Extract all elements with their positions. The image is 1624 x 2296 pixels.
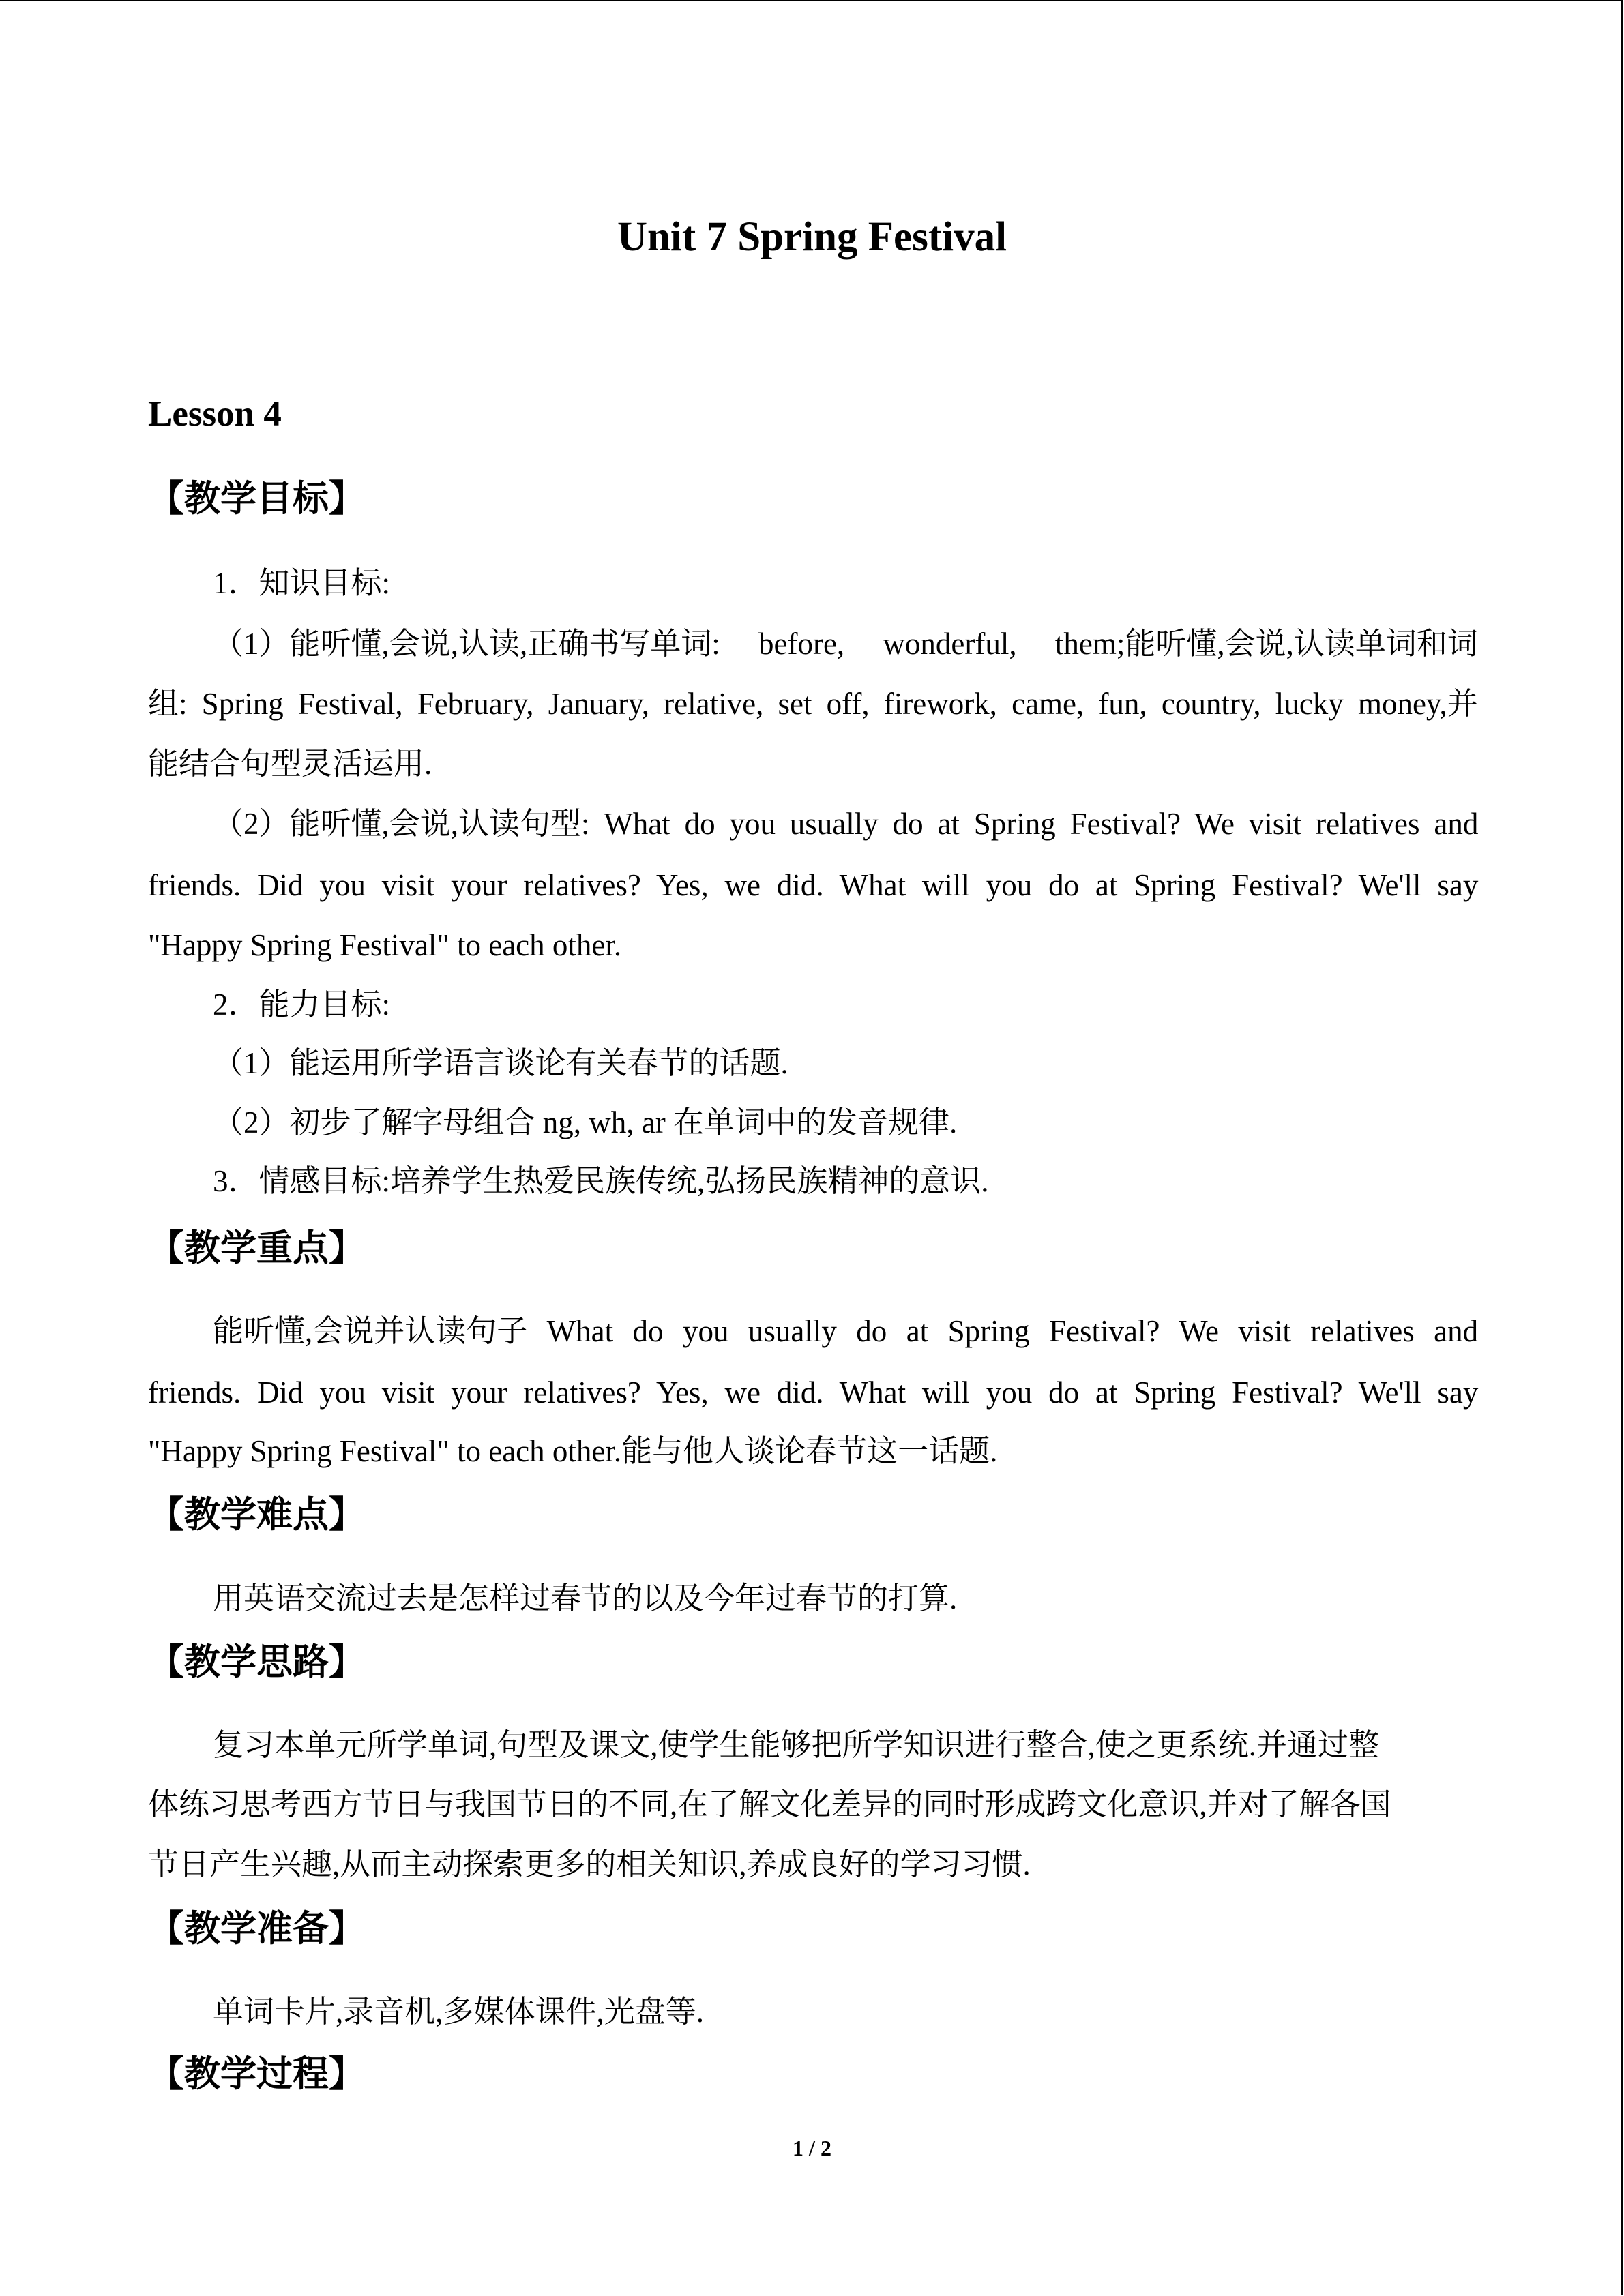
knowledge-item-2-line-2: friends. Did you visit your relatives? Yes, we did. What will you do at Spring Festival? We'll say — [148, 868, 1479, 902]
approach-line-1: 复习本单元所学单词,句型及课文,使学生能够把所学知识进行整合,使之更系统.并通过整 — [213, 1728, 1380, 1762]
ability-item-2: （2）初步了解字母组合 ng, wh, ar 在单词中的发音规律. — [213, 1105, 958, 1139]
approach-heading: 【教学思路】 — [148, 1643, 365, 1682]
preparation-heading: 【教学准备】 — [148, 1909, 365, 1949]
document-title: Unit 7 Spring Festival — [617, 214, 1007, 260]
key-points-line-3: "Happy Spring Festival" to each other.能与他人谈论春节这一话题. — [148, 1434, 998, 1468]
knowledge-item-2-line-3: "Happy Spring Festival" to each other. — [148, 928, 622, 962]
emotion-objective: 3．情感目标:培养学生热爱民族传统,弘扬民族精神的意识. — [213, 1164, 989, 1198]
knowledge-item-1-line-3: 能结合句型灵活运用. — [148, 747, 432, 781]
key-points-line-2: friends. Did you visit your relatives? Yes, we did. What will you do at Spring Festival? We'll say — [148, 1375, 1479, 1410]
knowledge-item-2-line-1: （2）能听懂,会说,认读句型: What do you usually do at Spring Festival? We visit relatives and — [213, 807, 1479, 841]
knowledge-objective-label: 1．知识目标: — [213, 566, 391, 600]
key-points-line-1: 能听懂,会说并认读句子 What do you usually do at Spring Festival? We visit relatives and — [213, 1314, 1479, 1348]
process-heading: 【教学过程】 — [148, 2055, 365, 2094]
approach-line-3: 节日产生兴趣,从而主动探索更多的相关知识,养成良好的学习习惯. — [148, 1847, 1031, 1881]
key-points-heading: 【教学重点】 — [148, 1229, 365, 1268]
preparation-line-1: 单词卡片,录音机,多媒体课件,光盘等. — [213, 1995, 705, 2029]
knowledge-item-1-line-2: 组: Spring Festival, February, January, relative, set off, firework, came, fun, country, lucky money,并 — [148, 687, 1478, 721]
approach-line-2: 体练习思考西方节日与我国节日的不同,在了解文化差异的同时形成跨文化意识,并对了解各国 — [148, 1787, 1391, 1821]
knowledge-item-1-line-1: （1）能听懂,会说,认读,正确书写单词: before, wonderful, them;能听懂,会说,认读单词和词 — [213, 627, 1478, 661]
difficulties-line-1: 用英语交流过去是怎样过春节的以及今年过春节的打算. — [213, 1581, 958, 1615]
difficulties-heading: 【教学难点】 — [148, 1495, 365, 1535]
page-number: 1 / 2 — [793, 2136, 831, 2160]
objectives-heading: 【教学目标】 — [148, 479, 365, 519]
lesson-heading: Lesson 4 — [148, 394, 282, 434]
ability-item-1: （1）能运用所学语言谈论有关春节的话题. — [213, 1046, 788, 1080]
ability-objective-label: 2．能力目标: — [213, 987, 391, 1022]
